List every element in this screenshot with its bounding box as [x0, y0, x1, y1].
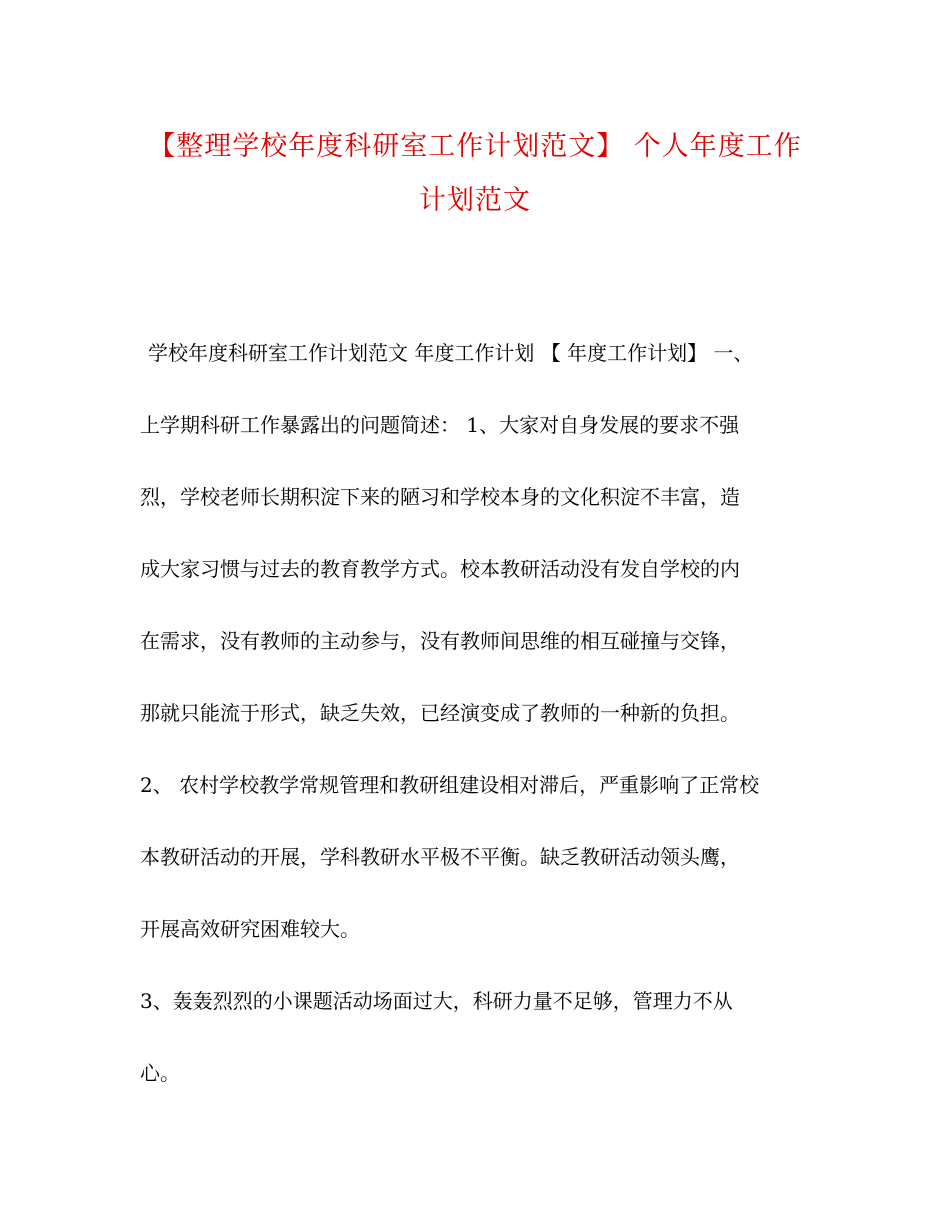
body-text-line: 那就只能流于形式，缺乏失效，已经演变成了教师的一种新的负担。 — [140, 701, 740, 725]
body-text-line: 成大家习惯与过去的教育教学方式。校本教研活动没有发自学校的内 — [140, 557, 740, 581]
title-line: 【整理学校年度科研室工作计划范文】 个人年度工作 — [148, 131, 802, 162]
body-text-line: 学校年度科研室工作计划范文 年度工作计划 【 年度工作计划】 一、 — [148, 341, 754, 365]
title-line: 计划范文 — [419, 185, 531, 216]
body-text-line: 上学期科研工作暴露出的问题简述： 1、大家对自身发展的要求不强 — [140, 413, 740, 437]
body-text-line: 心。 — [140, 1061, 180, 1085]
body-text-line: 在需求，没有教师的主动参与，没有教师间思维的相互碰撞与交锋， — [140, 629, 740, 653]
body-text-line: 3、轰轰烈烈的小课题活动场面过大，科研力量不足够，管理力不从 — [140, 989, 733, 1013]
body-text-line: 2、 农村学校教学常规管理和教研组建设相对滞后，严重影响了正常校 — [140, 773, 760, 797]
body-text-line: 本教研活动的开展，学科教研水平极不平衡。缺乏教研活动领头鹰， — [140, 845, 740, 869]
document-title — [100, 120, 850, 228]
body-text-line: 开展高效研究困难较大。 — [140, 917, 360, 941]
body-text-line: 烈，学校老师长期积淀下来的陋习和学校本身的文化积淀不丰富，造 — [140, 485, 740, 509]
